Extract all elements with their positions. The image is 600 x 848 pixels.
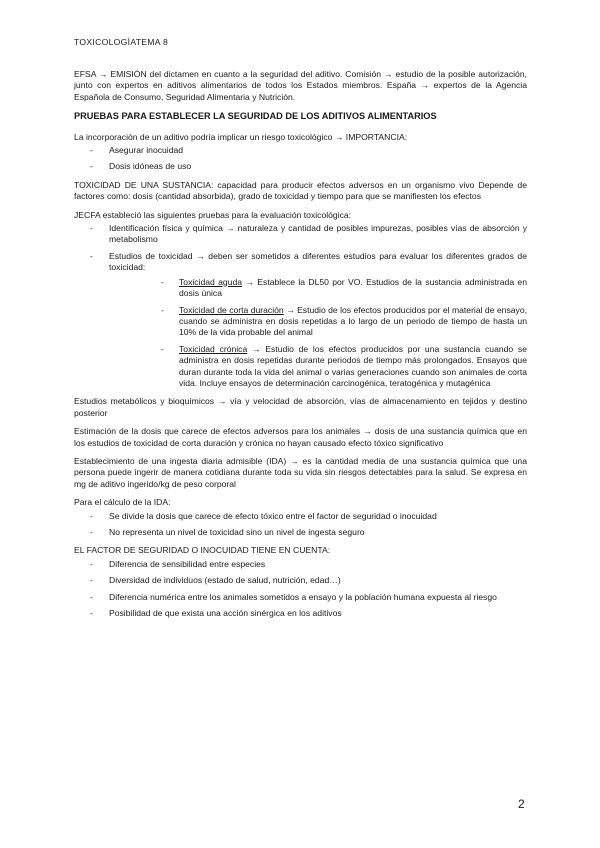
sublist-item xyxy=(143,305,527,339)
estimacion-paragraph: Estimación de la dosis que carece de efectos adversos para los animales → dosis de una sustancia química que en los estudios de toxicidad de corta duración y crónica no hayan causado efecto tóxico significativo xyxy=(74,426,527,448)
list-item: - Diferencia de sensibilidad entre especies xyxy=(74,559,527,570)
list-item: - No representa un nivel de toxicidad sino un nivel de ingesta seguro xyxy=(74,527,527,538)
list-item xyxy=(74,251,527,389)
sublist-term: Toxicidad aguda xyxy=(179,276,243,287)
list-item: - Dosis idóneas de uso xyxy=(74,161,527,172)
sublist-term: Toxicidad de corta duración xyxy=(179,304,284,315)
toxicidad-paragraph: TOXICIDAD DE UNA SUSTANCIA: capacidad para producir efectos adversos en un organismo vivo Depende de factores como: dosis (cantidad absorbida), grado de toxicidad y tiempo para que se manifiesten los efectos xyxy=(74,179,527,202)
intro-list xyxy=(74,145,527,173)
factor-list xyxy=(74,559,527,620)
list-item: - Diferencia numérica entre los animales sometidos a ensayo y la población humana expuesta al riesgo xyxy=(74,592,527,603)
estudios-text: Estudios de toxicidad → deben ser sometidos a diferentes estudios para evaluar los diferentes grados de toxicidad: xyxy=(109,250,527,273)
page-content xyxy=(74,69,527,626)
sublist-text: → Estudio de los efectos producidos por el material de ensayo, cuando se administra en dosis repetidas a lo largo de un periodo de tiempo de hasta un 10% de la vida probable del animal xyxy=(179,304,527,338)
page-header: TOXICOLOGÌATEMA 8 xyxy=(74,37,169,47)
list-item: - Posibilidad de que exista una acción sinérgica en los aditivos xyxy=(74,608,527,619)
calculo-paragraph: Para el cálculo de la IDA: xyxy=(74,497,171,508)
sublist-text: → Establece la DL50 por VO. Estudios de la sustancia administrada en dosis única xyxy=(179,276,527,299)
sublist-item xyxy=(143,277,527,300)
factor-paragraph: EL FACTOR DE SEGURIDAD O INOCUIDAD TIENE EN CUENTA: xyxy=(74,545,331,556)
intro-paragraph: La incorporación de un aditivo podría implicar un riesgo toxicológico → IMPORTANCIA: xyxy=(74,131,408,142)
sublist-term: Toxicidad crónica xyxy=(179,343,248,354)
efsa-paragraph: EFSA → EMISIÓN del dictamen en cuanto a la seguridad del aditivo. Comisión → estudio de la posible autorización, junto con expertos en aditivos alimentarios de todos los Estados miembros. España → expertos de la Agencia Española de Consumo, Seguridad Alimentaria y Nutrición. xyxy=(74,69,527,102)
jecfa-paragraph: JECFA estableció las siguientes pruebas para la evaluación toxicológica: xyxy=(74,209,352,220)
list-item: - Diversidad de individuos (estado de salud, nutrición, edad…) xyxy=(74,575,527,586)
toxicity-sublist xyxy=(109,277,527,390)
page-number: 2 xyxy=(518,797,525,811)
calculo-list xyxy=(74,511,527,539)
section-heading: PRUEBAS PARA ESTABLECER LA SEGURIDAD DE LOS ADITIVOS ALIMENTARIOS xyxy=(74,111,437,122)
jecfa-list xyxy=(74,223,527,389)
metabolicos-paragraph: Estudios metabólicos y bioquímicos → vía y velocidad de absorción, vías de almacenamiento en tejidos y destino posterior xyxy=(74,396,527,418)
sublist-text: → Estudio de los efectos producidos por una sustancia cuando se administra en dosis repetidas durante periodos de tiempo más prolongados. Ensayos que duran durante toda la vida del animal o varias generaciones cuando son animales de corta vida. Incluye ensayos de determinación carcinogénica, teratogénica y mutagénica xyxy=(179,343,527,388)
ida-paragraph: Establecimiento de una ingesta diaria admisible (IDA) → es la cantidad media de una sustancia química que una persona puede ingerir de manera cotidiana durante toda su vida sin riesgos detectables para la salud. Se expresa en mg de aditivo ingerido/kg de peso corporal xyxy=(74,455,527,489)
sublist-item xyxy=(143,344,527,390)
list-item: - Identificación física y química → naturaleza y cantidad de posibles impurezas, posibles vías de absorción y metabolismo xyxy=(74,223,527,246)
list-item: - Se divide la dosis que carece de efecto tóxico entre el factor de seguridad o inocuidad xyxy=(74,511,527,522)
list-item: - Asegurar inocuidad xyxy=(74,145,527,156)
